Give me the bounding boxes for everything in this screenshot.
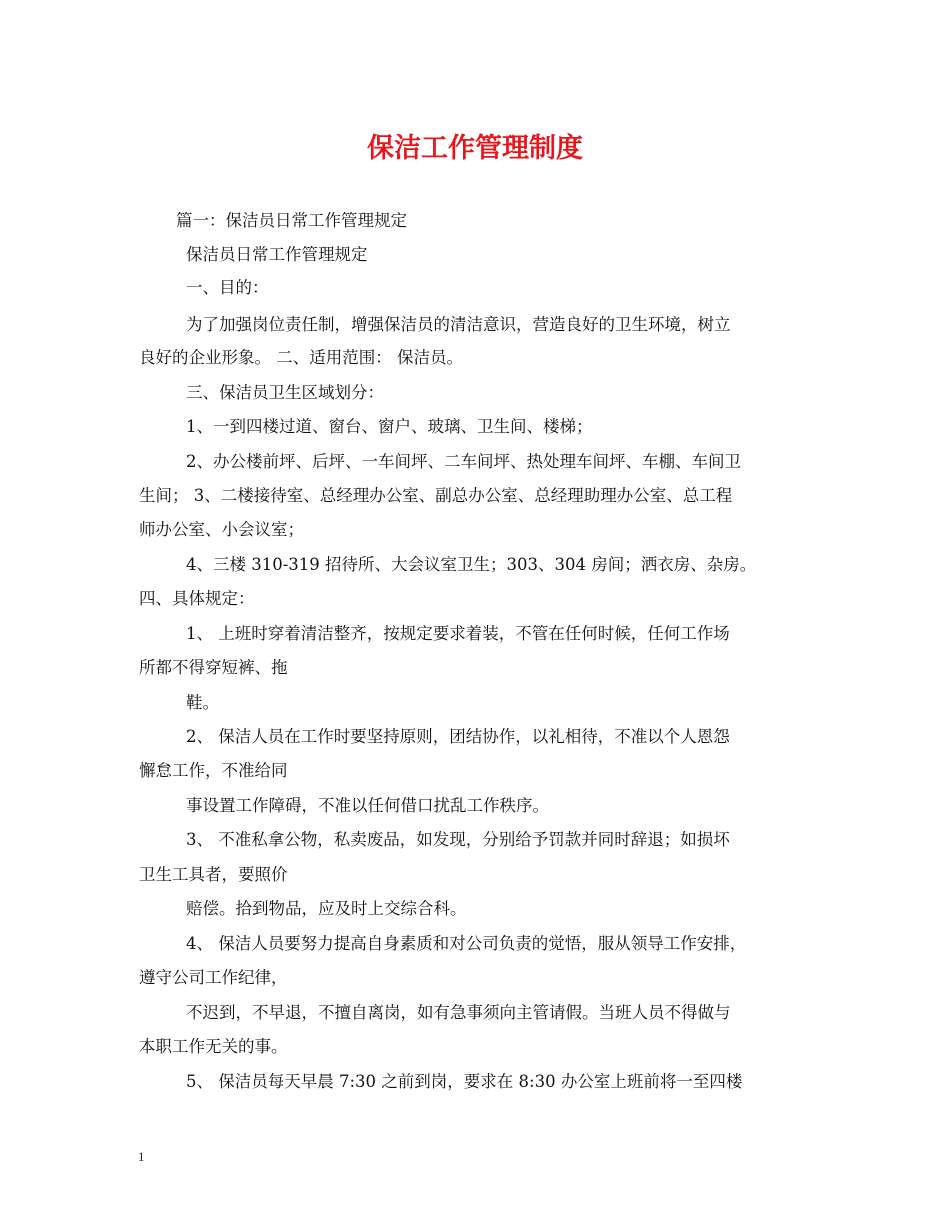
text-line: 4、 保洁人员要努力提高自身素质和对公司负责的觉悟，服从领导工作安排，	[186, 934, 747, 953]
text-line: 保洁员日常工作管理规定	[186, 245, 368, 264]
text-line: 三、保洁员卫生区域划分：	[186, 383, 384, 402]
text-line: 所都不得穿短裤、拖	[139, 658, 288, 677]
text-line: 不迟到，不早退，不擅自离岗，如有急事须向主管请假。当班人员不得做与	[186, 1003, 731, 1022]
text-line: 篇一：保洁员日常工作管理规定	[176, 211, 407, 230]
text-line: 5、 保洁员每天早晨 7:30 之前到岗，要求在 8:30 办公室上班前将一至四楼	[186, 1072, 743, 1091]
text-line: 懈怠工作，不准给同	[139, 761, 288, 780]
page-number: 1	[138, 1149, 145, 1164]
text-line: 2、 保洁人员在工作时要坚持原则，团结协作，以礼相待，不准以个人恩怨	[186, 727, 730, 746]
text-line: 4、三楼 310-319 招待所、大会议室卫生；303、304 房间；洒衣房、杂房。	[186, 555, 757, 574]
text-line: 卫生工具者，要照价	[139, 865, 288, 884]
text-line: 2、办公楼前坪、后坪、一车间坪、二车间坪、热处理车间坪、车棚、车间卫	[186, 452, 741, 471]
text-line: 师办公室、小会议室；	[139, 520, 304, 539]
text-line: 1、 上班时穿着清洁整齐，按规定要求着装，不管在任何时候，任何工作场	[186, 624, 730, 643]
text-line: 3、 不准私拿公物，私卖废品，如发现，分别给予罚款并同时辞退；如损坏	[186, 830, 730, 849]
text-line: 良好的企业形象。 二、适用范围： 保洁员。	[139, 348, 463, 367]
text-line: 四、具体规定：	[139, 589, 255, 608]
text-line: 遵守公司工作纪律，	[139, 968, 288, 987]
text-line: 鞋。	[186, 693, 219, 712]
text-line: 事设置工作障碍，不准以任何借口扰乱工作秩序。	[186, 796, 549, 815]
text-line: 1、一到四楼过道、窗台、窗户、玻璃、卫生间、楼梯；	[186, 417, 593, 436]
text-line: 本职工作无关的事。	[139, 1037, 288, 1056]
text-line: 赔偿。拾到物品，应及时上交综合科。	[186, 899, 467, 918]
text-line: 为了加强岗位责任制，增强保洁员的清洁意识，营造良好的卫生环境，树立	[186, 315, 731, 334]
text-line: 一、目的：	[186, 278, 269, 297]
document-title: 保洁工作管理制度	[367, 133, 583, 164]
text-line: 生间； 3、二楼接待室、总经理办公室、副总办公室、总经理助理办公室、总工程	[139, 486, 733, 505]
